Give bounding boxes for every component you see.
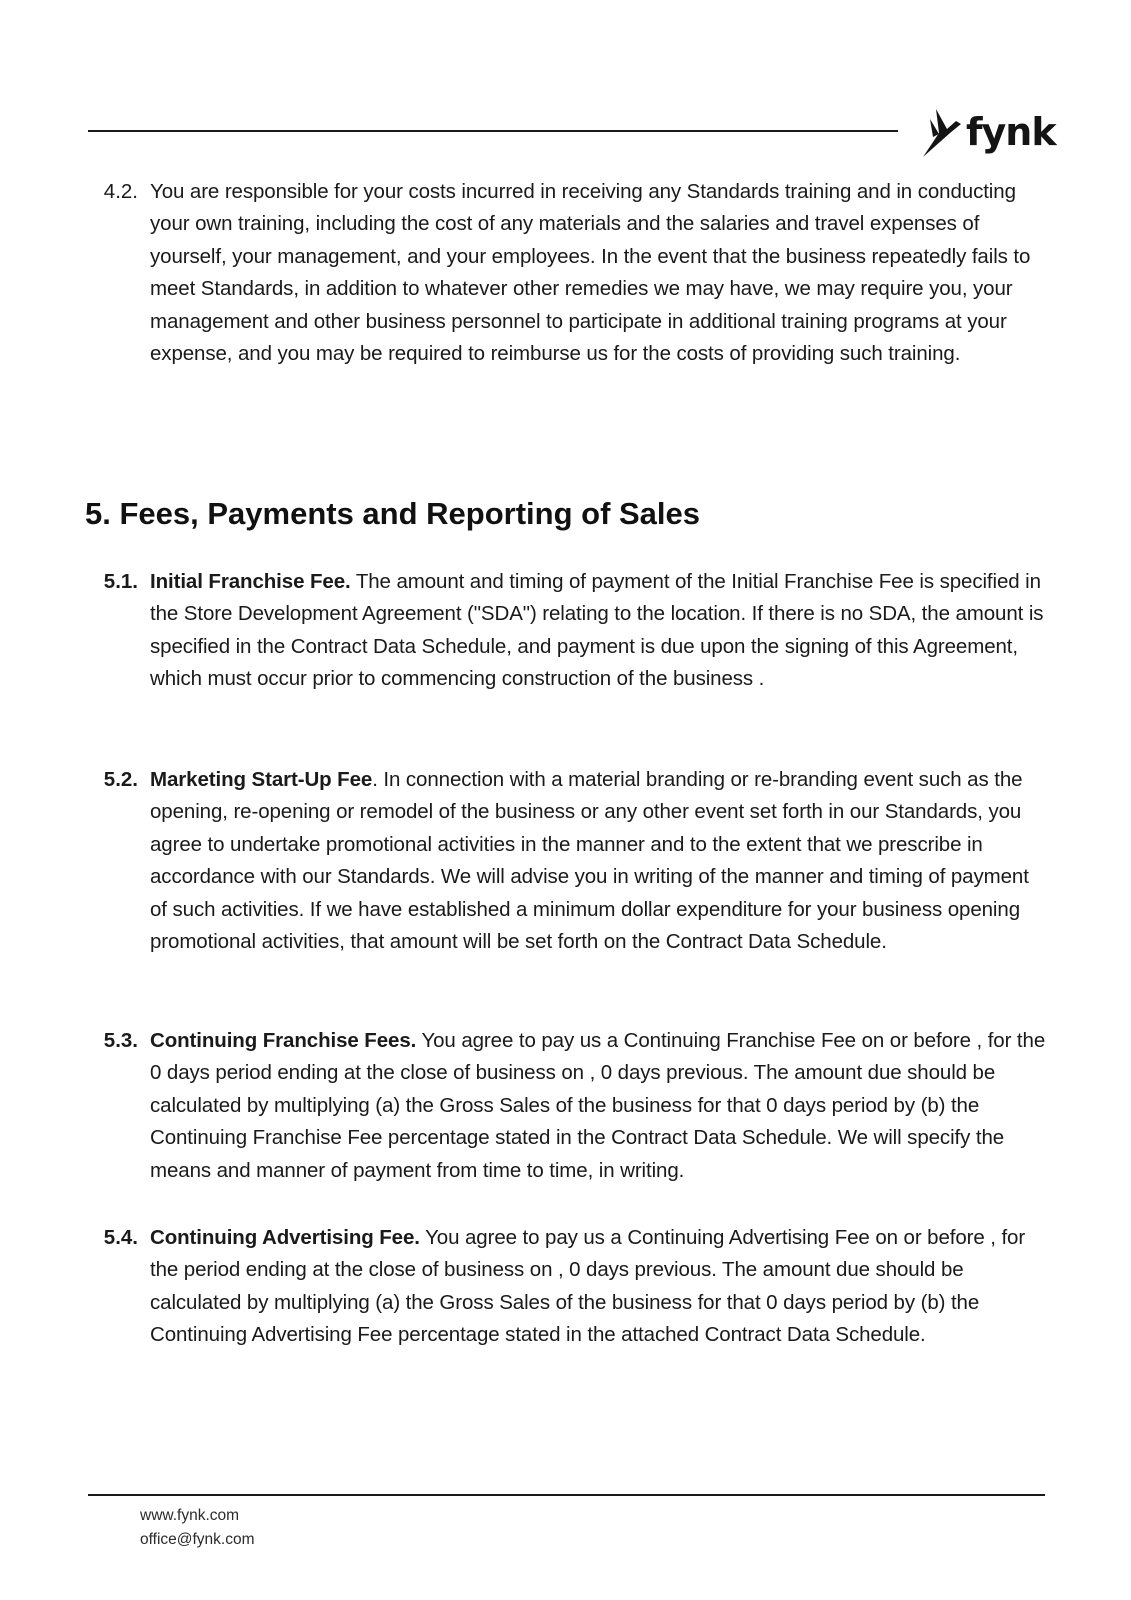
fynk-bird-icon xyxy=(920,107,962,159)
clause-text: You agree to pay us a Continuing Advertising Fee on or before , for the period ending at the close of business on , 0 days previous. The amount due should be calculated by multiplying (a) the Gross Sales of the business for that 0 days period by (b) the Continuing Advertising Fee percentage stated in the attached Contract Data Schedule. xyxy=(150,1226,1026,1347)
footer-divider xyxy=(88,1494,1045,1496)
footer-email[interactable]: office@fynk.com xyxy=(140,1531,255,1548)
clause-text: You are responsible for your costs incurred in receiving any Standards training and in conducting your own training, including the cost of any materials and the salaries and travel expenses of yourself, your management, and your employees. In the event that the business repeatedly fails to meet Standards, in addition to whatever other remedies we may have, we may require you, your management and other business personnel to participate in additional training programs at your expense, and you may be required to reimburse us for the costs of providing such training. xyxy=(150,180,1031,366)
clause-body xyxy=(150,1222,1050,1352)
clause-number: 5.1. xyxy=(103,570,138,593)
clause-text: You agree to pay us a Continuing Franchise Fee on or before , for the 0 days period ending at the close of business on , 0 days previous. The amount due should be calculated by multiplying (a) the Gross Sales of the business for that 0 days period by (b) the Continuing Franchise Fee percentage stated in the Contract Data Schedule. We will specify the means and manner of payment from time to time, in writing. xyxy=(150,1029,1046,1182)
clause-text: . In connection with a material branding or re-branding event such as the opening, re-opening or remodel of the business or any other event set forth in our Standards, you agree to undertake promotional activities in the manner and to the extent that we prescribe in accordance with our Standards. We will advise you in writing of the manner and timing of payment of such activities. If we have established a minimum dollar expenditure for your business opening promotional activities, that amount will be set forth on the Contract Data Schedule. xyxy=(150,768,1029,954)
clause-title: Continuing Advertising Fee. xyxy=(150,1226,420,1249)
clause-body xyxy=(150,566,1050,696)
clause-title: Continuing Franchise Fees. xyxy=(150,1029,417,1052)
header-divider xyxy=(88,130,898,132)
footer-website[interactable]: www.fynk.com xyxy=(140,1507,240,1524)
clause-number: 5.2. xyxy=(103,768,138,791)
clause-number: 4.2. xyxy=(103,180,138,203)
clause-number: 5.3. xyxy=(103,1029,138,1052)
clause-text: The amount and timing of payment of the Initial Franchise Fee is specified in the Store Development Agreement ("SDA") relating to the location. If there is no SDA, the amount is specified in the Contract Data Schedule, and payment is due upon the signing of this Agreement, which must occur prior to commencing construction of the business . xyxy=(150,570,1044,691)
clause-title: Initial Franchise Fee. xyxy=(150,570,351,593)
section-heading: 5. Fees, Payments and Reporting of Sales xyxy=(85,496,701,531)
clause-body xyxy=(150,764,1050,958)
clause-number: 5.4. xyxy=(103,1226,138,1249)
clause-body xyxy=(150,1025,1050,1187)
logo-wordmark: fynk xyxy=(966,110,1056,154)
fynk-logo xyxy=(920,104,1056,162)
clause-title: Marketing Start-Up Fee xyxy=(150,768,373,791)
